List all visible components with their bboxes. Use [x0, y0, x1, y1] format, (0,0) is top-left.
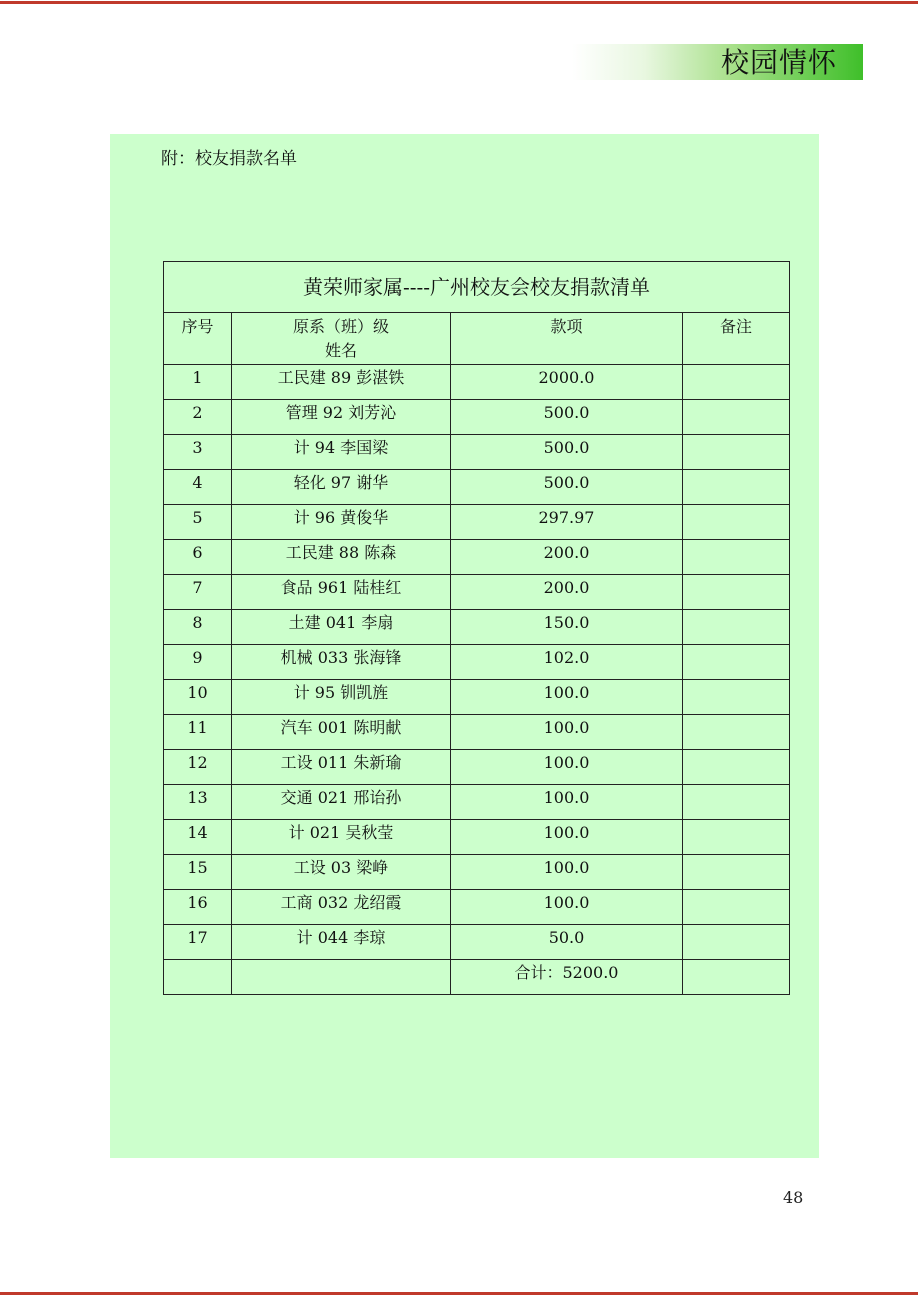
cell-dept-name: 计 021 吴秋莹	[232, 820, 451, 855]
cell-amount: 2000.0	[451, 365, 683, 400]
cell-dept-name: 计 96 黄俊华	[232, 505, 451, 540]
cell-empty	[683, 960, 790, 995]
cell-amount: 100.0	[451, 820, 683, 855]
table-row	[164, 610, 790, 645]
header-name: 姓名	[324, 341, 357, 360]
cell-amount: 500.0	[451, 435, 683, 470]
table-title-row	[164, 262, 790, 313]
cell-remark	[683, 750, 790, 785]
cell-remark	[683, 610, 790, 645]
cell-amount: 100.0	[451, 890, 683, 925]
table-row	[164, 680, 790, 715]
table-header-row	[164, 313, 790, 365]
cell-amount: 150.0	[451, 610, 683, 645]
cell-dept-name: 工设 03 梁峥	[232, 855, 451, 890]
cell-dept-name: 土建 041 李扇	[232, 610, 451, 645]
cell-seq: 1	[164, 365, 232, 400]
header-seq: 序号	[164, 313, 232, 365]
cell-dept-name: 计 95 钏凯旌	[232, 680, 451, 715]
cell-dept-name: 交通 021 邢诒孙	[232, 785, 451, 820]
cell-amount: 50.0	[451, 925, 683, 960]
cell-amount: 500.0	[451, 400, 683, 435]
cell-dept-name: 汽车 001 陈明献	[232, 715, 451, 750]
cell-remark	[683, 715, 790, 750]
cell-dept-name: 机械 033 张海锋	[232, 645, 451, 680]
cell-dept-name: 工商 032 龙绍霞	[232, 890, 451, 925]
cell-seq: 15	[164, 855, 232, 890]
cell-remark	[683, 575, 790, 610]
cell-remark	[683, 365, 790, 400]
cell-seq: 6	[164, 540, 232, 575]
table-row	[164, 575, 790, 610]
donation-table	[163, 261, 790, 995]
table-row	[164, 785, 790, 820]
cell-remark	[683, 540, 790, 575]
cell-seq: 3	[164, 435, 232, 470]
table-row	[164, 855, 790, 890]
cell-amount: 100.0	[451, 855, 683, 890]
table-row	[164, 890, 790, 925]
cell-dept-name: 计 94 李国梁	[232, 435, 451, 470]
table-title: 黄荣师家属----广州校友会校友捐款清单	[164, 262, 790, 313]
cell-seq: 17	[164, 925, 232, 960]
cell-remark	[683, 680, 790, 715]
table-row	[164, 715, 790, 750]
cell-remark	[683, 645, 790, 680]
bottom-red-rule	[0, 1292, 918, 1295]
table-total-row	[164, 960, 790, 995]
cell-amount: 102.0	[451, 645, 683, 680]
cell-amount: 100.0	[451, 785, 683, 820]
table-row	[164, 750, 790, 785]
cell-amount: 200.0	[451, 540, 683, 575]
cell-remark	[683, 890, 790, 925]
table-row	[164, 645, 790, 680]
cell-dept-name: 工民建 89 彭湛铁	[232, 365, 451, 400]
cell-seq: 4	[164, 470, 232, 505]
content-panel	[110, 134, 819, 1158]
cell-remark	[683, 505, 790, 540]
cell-seq: 12	[164, 750, 232, 785]
cell-remark	[683, 435, 790, 470]
cell-remark	[683, 925, 790, 960]
cell-seq: 10	[164, 680, 232, 715]
cell-seq: 2	[164, 400, 232, 435]
cell-empty	[232, 960, 451, 995]
attachment-note: 附：校友捐款名单	[161, 149, 297, 169]
section-header-banner	[572, 44, 863, 80]
cell-dept-name: 计 044 李琼	[232, 925, 451, 960]
table-row	[164, 470, 790, 505]
cell-remark	[683, 470, 790, 505]
header-amount: 款项	[451, 313, 683, 365]
table-row	[164, 400, 790, 435]
cell-amount: 100.0	[451, 680, 683, 715]
cell-amount: 297.97	[451, 505, 683, 540]
cell-dept-name: 工设 011 朱新瑜	[232, 750, 451, 785]
cell-dept-name: 轻化 97 谢华	[232, 470, 451, 505]
cell-dept-name: 工民建 88 陈森	[232, 540, 451, 575]
cell-dept-name: 食品 961 陆桂红	[232, 575, 451, 610]
cell-remark	[683, 855, 790, 890]
cell-remark	[683, 400, 790, 435]
header-dept-class-name	[232, 313, 451, 365]
table-row	[164, 925, 790, 960]
cell-seq: 9	[164, 645, 232, 680]
header-dept-class: 原系（班）级	[292, 317, 389, 336]
table-row	[164, 435, 790, 470]
cell-seq: 7	[164, 575, 232, 610]
cell-seq: 5	[164, 505, 232, 540]
cell-total: 合计：5200.0	[451, 960, 683, 995]
cell-seq: 8	[164, 610, 232, 645]
cell-amount: 100.0	[451, 715, 683, 750]
page-number: 48	[783, 1188, 804, 1207]
section-title: 校园情怀	[720, 46, 837, 79]
cell-seq: 14	[164, 820, 232, 855]
cell-seq: 13	[164, 785, 232, 820]
cell-amount: 100.0	[451, 750, 683, 785]
cell-seq: 16	[164, 890, 232, 925]
cell-remark	[683, 785, 790, 820]
cell-empty	[164, 960, 232, 995]
table-row	[164, 505, 790, 540]
cell-amount: 200.0	[451, 575, 683, 610]
top-red-rule	[0, 1, 918, 4]
header-remark: 备注	[683, 313, 790, 365]
table-row	[164, 820, 790, 855]
table-row	[164, 365, 790, 400]
cell-dept-name: 管理 92 刘芳沁	[232, 400, 451, 435]
cell-amount: 500.0	[451, 470, 683, 505]
cell-seq: 11	[164, 715, 232, 750]
cell-remark	[683, 820, 790, 855]
table-row	[164, 540, 790, 575]
